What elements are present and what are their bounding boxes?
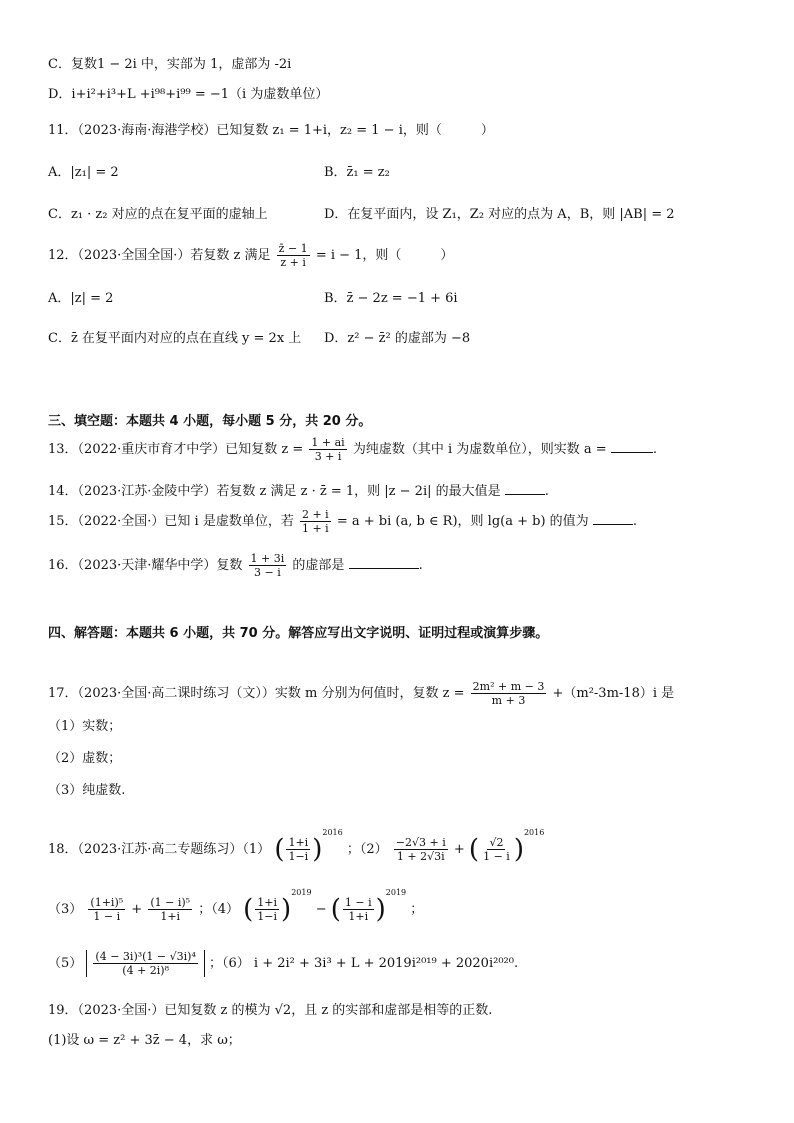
q17-sub-1: （1）实数；	[48, 719, 122, 734]
q19-stem: 19．（2023·全国·）已知复数 z 的模为 √2，且 z 的实部和虚部是相等的正数.	[48, 1003, 493, 1018]
q18-p4-end: ；	[410, 902, 424, 917]
q12-option-a: A．|z| = 2	[48, 291, 114, 306]
q12-fraction-num: z̄ − 1	[278, 242, 308, 255]
q14-stem	[48, 482, 549, 501]
q15-fraction	[300, 508, 331, 535]
q10-option-c: C．复数1 − 2i 中，实部为 1，虚部为 -2i	[48, 57, 292, 72]
q18-p5-label: （5）	[48, 956, 83, 971]
q18-p4a-den: 1−i	[257, 910, 278, 923]
q18-p4a-paren-close: )	[281, 894, 292, 925]
q16-suffix: 的虚部是	[292, 558, 345, 573]
q18-p4b-fraction	[343, 896, 374, 923]
section-4-heading: 四、解答题：本题共 6 小题，共 70 分。解答应写出文字说明、证明过程或演算步骤。	[48, 626, 549, 641]
q11-stem: 11．（2023·海南·海港学校）已知复数 z₁ = 1+i，z₂ = 1 − i，则（ ）	[48, 123, 494, 138]
q12-option-c: C．z̄ 在复平面内对应的点在直线 y = 2x 上	[48, 331, 302, 346]
q17-prefix: 17．（2023·全国·高二课时练习（文））实数 m 分别为何值时，复数 z =	[48, 686, 465, 701]
q12-fraction	[277, 242, 310, 269]
q16-prefix: 16．（2023·天津·耀华中学）复数	[48, 558, 243, 573]
q18-p4-label: ；（4）	[198, 902, 239, 917]
q18-line-3	[48, 950, 518, 977]
q19-sub-1: (1)设 ω = z² + 3z̄ − 4，求 ω；	[48, 1033, 241, 1048]
q16-answer-blank[interactable]	[349, 556, 419, 569]
q12-stem	[48, 242, 453, 269]
q15-suffix: = a + bi (a, b ∈ R)，则 lg(a + b) 的值为	[336, 514, 589, 529]
q18-p2-plus: +	[453, 842, 465, 857]
q18-p6: ；（6） i + 2i² + 3i³ + L + 2019i²⁰¹⁹ + 2020i²⁰²⁰.	[209, 956, 519, 971]
q18-p2-num: −2√3 + i	[395, 836, 446, 849]
q14-answer-blank[interactable]	[505, 482, 545, 495]
q16-end: .	[418, 558, 423, 573]
q18-p2-den: 1 + 2√3i	[396, 850, 445, 863]
q18-p3a-num: (1+i)⁵	[90, 896, 124, 909]
q18-p1-paren-close: )	[312, 834, 323, 865]
q18-p3b-num: (1 − i)⁵	[150, 896, 191, 909]
q18-p3-plus: +	[131, 902, 143, 917]
q18-p3a-den: 1 − i	[93, 910, 121, 923]
q18-p5-abs	[86, 950, 204, 977]
q18-p1-den: 1−i	[288, 850, 309, 863]
q18-p4-minus: −	[315, 902, 327, 917]
q18-p1-exponent: 2016	[322, 828, 343, 837]
q18-sep-2: ；（2）	[346, 842, 388, 857]
q15-stem	[48, 508, 637, 535]
q18-p2b-num: √2	[489, 836, 504, 849]
q12-suffix: = i − 1，则（ ）	[315, 248, 454, 263]
q18-p2-paren-close: )	[513, 834, 524, 865]
q17-suffix: +（m²-3m-18）i 是	[552, 686, 675, 701]
q11-option-d: D．在复平面内，设 Z₁，Z₂ 对应的点为 A，B，则 |AB| = 2	[324, 207, 675, 222]
q18-p4b-den: 1+i	[348, 910, 369, 923]
q18-p3a-fraction	[88, 896, 125, 923]
q18-p1-paren-open: (	[274, 834, 285, 865]
q18-prefix: 18．（2023·江苏·高二专题练习）（1）	[48, 842, 271, 857]
q11-option-b: B．z̄₁ = z₂	[324, 165, 390, 180]
q17-fraction-den: m + 3	[491, 694, 526, 707]
q18-p2b-den: 1 − i	[483, 850, 510, 863]
q13-end: .	[652, 442, 657, 457]
q11-option-c: C．z₁ · z₂ 对应的点在复平面的虚轴上	[48, 207, 268, 222]
q12-fraction-den: z + i	[280, 256, 306, 269]
q10-option-d: D．i+i²+i³+L +i⁹⁸+i⁹⁹ = −1（i 为虚数单位）	[48, 87, 329, 102]
q18-p2b-fraction	[481, 836, 512, 863]
q18-p4b-num: 1 − i	[344, 896, 372, 909]
q17-fraction	[471, 680, 547, 707]
q17-sub-3: （3）纯虚数.	[48, 783, 126, 798]
q18-p1-num: 1+i	[288, 836, 309, 849]
section-3-heading: 三、填空题：本题共 4 小题，每小题 5 分，共 20 分。	[48, 414, 372, 429]
q13-fraction-num: 1 + ai	[311, 436, 345, 449]
q17-stem	[48, 680, 674, 707]
q12-option-b: B．z̄ − 2z = −1 + 6i	[324, 291, 458, 306]
q18-p4a-paren-open: (	[243, 894, 254, 925]
q12-prefix: 12．（2023·全国全国·）若复数 z 满足	[48, 248, 271, 263]
q15-answer-blank[interactable]	[593, 512, 633, 525]
q16-fraction-den: 3 − i	[254, 566, 281, 579]
q13-suffix: 为纯虚数（其中 i 为虚数单位），则实数 a =	[352, 442, 607, 457]
q18-line-2	[48, 884, 423, 923]
q13-stem	[48, 436, 657, 463]
q18-p4b-exponent: 2019	[385, 888, 407, 897]
q14-end: .	[544, 484, 549, 499]
q13-fraction-den: 3 + i	[314, 450, 342, 463]
q16-fraction-num: 1 + 3i	[250, 552, 285, 565]
q18-p4a-num: 1+i	[257, 896, 278, 909]
q12-option-d: D．z² − z̄² 的虚部为 −8	[324, 331, 471, 346]
q17-fraction-num: 2m² + m − 3	[472, 680, 545, 693]
q13-fraction	[309, 436, 346, 463]
q18-p2-paren-open: (	[468, 834, 480, 865]
q18-p4a-exponent: 2019	[291, 888, 312, 897]
q18-p1-fraction	[286, 836, 310, 863]
q15-fraction-num: 2 + i	[301, 508, 329, 521]
q18-p5-fraction	[93, 950, 197, 977]
q18-p2-fraction	[394, 836, 448, 863]
q16-fraction	[249, 552, 287, 579]
q14-text: 14．（2023·江苏·金陵中学）若复数 z 满足 z · z̄ = 1，则 |z − 2i| 的最大值是	[48, 484, 501, 499]
q15-fraction-den: 1 + i	[301, 522, 329, 535]
q18-p4b-paren-close: )	[375, 894, 386, 925]
q18-p5-den: (4 + 2i)⁸	[122, 964, 169, 977]
q18-p2-exponent: 2016	[523, 828, 545, 837]
q15-prefix: 15．（2022·全国·）已知 i 是虚数单位，若	[48, 514, 294, 529]
q18-p3b-den: 1+i	[160, 910, 181, 923]
q16-stem	[48, 552, 423, 579]
q18-p3-label: （3）	[48, 902, 83, 917]
q13-prefix: 13．（2022·重庆市育才中学）已知复数 z =	[48, 442, 304, 457]
q13-answer-blank[interactable]	[611, 440, 653, 453]
q18-p5-num: (4 − 3i)³(1 − √3i)⁴	[95, 950, 196, 963]
q18-p3b-fraction	[148, 896, 192, 923]
q18-p4a-fraction	[255, 896, 279, 923]
q11-option-a: A．|z₁| = 2	[48, 165, 119, 180]
q17-sub-2: （2）虚数；	[48, 751, 122, 766]
q15-end: .	[632, 514, 637, 529]
q18-line-1	[48, 824, 544, 863]
q18-p4b-paren-open: (	[330, 894, 341, 925]
